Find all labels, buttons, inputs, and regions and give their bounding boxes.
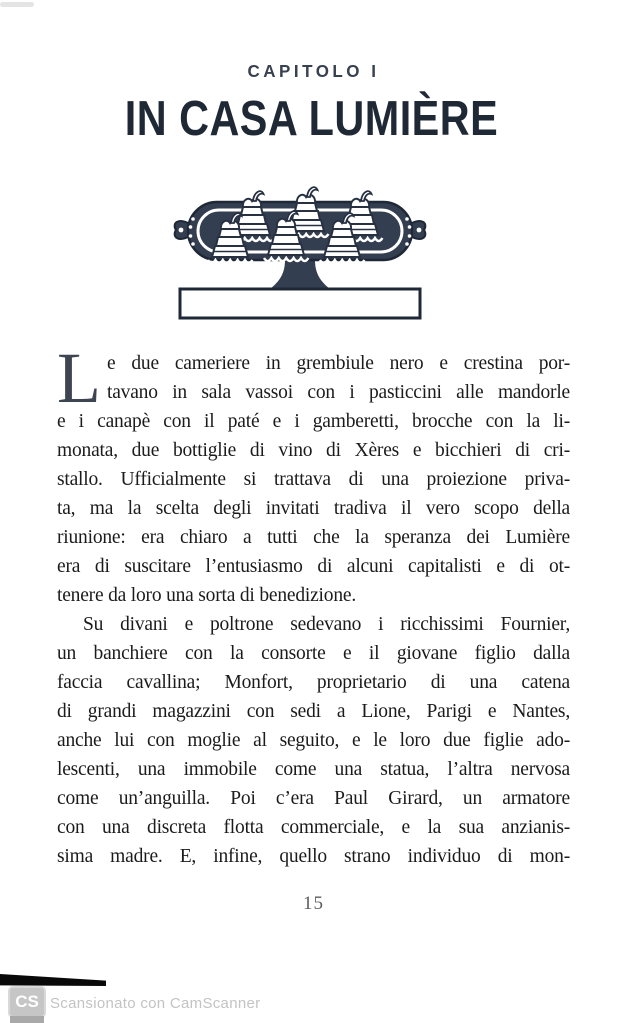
paragraph-2: [57, 610, 570, 871]
text-line: monata, due bottiglie di vino di Xères e bicchieri di cri-: [57, 440, 570, 461]
body-text: [57, 338, 570, 871]
text-line: Su divani e poltrone sedevano i ricchissimi Fournier,: [83, 614, 570, 635]
text-line: come un’anguilla. Poi c’era Paul Girard, un armatore: [57, 788, 570, 809]
text-line: anche lui con moglie al seguito, e le loro due figlie ado-: [57, 730, 570, 751]
text-line: stallo. Ufficialmente si trattava di una proiezione priva-: [57, 469, 570, 490]
petit-fours-tray-illustration: [172, 176, 428, 324]
paragraph-1: [57, 407, 570, 610]
text-line: un banchiere con la consorte e il giovane figlio dalla: [57, 643, 570, 664]
text-line: di grandi magazzini con sedi a Lione, Parigi e Nantes,: [57, 701, 570, 722]
page-number: 15: [303, 893, 324, 914]
text-line: e i canapè con il paté e i gamberetti, brocche con la li-: [57, 411, 570, 432]
camscanner-logo-base: [10, 1016, 44, 1023]
tray-base: [180, 289, 420, 318]
text-line: e due cameriere in grembiule nero e crestina por-: [107, 353, 570, 374]
text-line: ta, ma la scelta degli invitati tradiva il vero scopo della: [57, 498, 570, 519]
scan-smudge-artifact: [0, 2, 34, 7]
page-title: IN CASA LUMIÈRE: [124, 90, 499, 147]
camscanner-logo: CS: [8, 986, 46, 1018]
scan-edge-artifact: [0, 974, 106, 986]
drop-cap: L: [57, 338, 101, 418]
camscanner-watermark-label: Scansionato con CamScanner: [50, 995, 261, 1012]
text-line: faccia cavallina; Monfort, proprietario di una catena: [57, 672, 570, 693]
text-line: tenere da loro una sorta di benedizione.: [57, 585, 357, 606]
text-line: sima madre. E, infine, quello strano individuo di mon-: [57, 846, 570, 867]
text-line: tavano in sala vassoi con i pasticcini alle mandorle: [107, 382, 570, 403]
text-line: lescenti, una immobile come una statua, l’altra nervosa: [57, 759, 570, 780]
text-line: era di suscitare l’entusiasmo di alcuni capitalisti e di ot-: [57, 556, 570, 577]
text-line: riunione: era chiaro a tutti che la speranza dei Lumière: [57, 527, 570, 548]
text-line: con una discreta flotta commerciale, e la sua anzianis-: [57, 817, 570, 838]
paragraph-1-head: [57, 338, 570, 418]
chapter-label: CAPITOLO I: [247, 61, 380, 82]
